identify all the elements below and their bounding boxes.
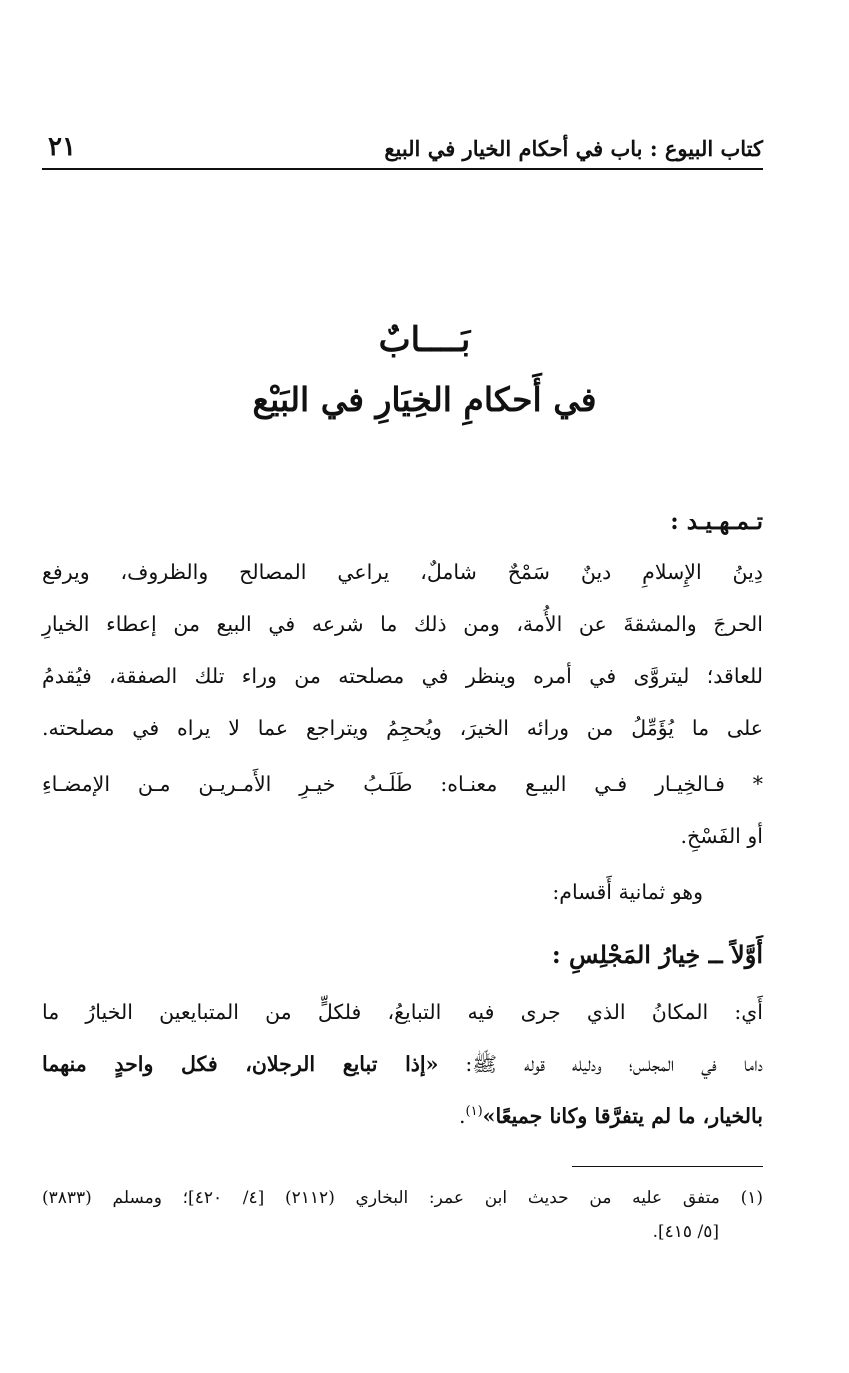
chapter-label: بَــــابٌ (378, 320, 471, 360)
line-2-text: داما في المجلس؛ ودليله قوله ﷺ: (438, 1052, 763, 1076)
page-number: ٢١ (48, 132, 76, 162)
footnote-reference: (١) (465, 1104, 483, 1120)
definition-line-1: * فـالخِيـار فـي البيـع معنـاه: طَلَـبُ خيـرِ الأَمـريـن مـن الإمضـاءِ (42, 772, 763, 796)
footnote-line-2: [٥/ ٤١٥]. (652, 1222, 719, 1242)
intro-line-2: الحرجَ والمشقةَ عن الأُمة، ومن ذلك ما شرعه في البيع من إعطاء الخيارِ (42, 612, 763, 636)
intro-heading: تـمـهـيـد : (670, 508, 763, 535)
section-one-heading: أَوَّلاً ــ خِيارُ المَجْلِسِ : (551, 940, 763, 969)
sentence-end: . (459, 1104, 466, 1128)
footnote-divider (572, 1166, 763, 1167)
hadith-quote-end: بالخيار، ما لم يتفرَّقا وكانا جميعًا» (482, 1104, 763, 1128)
intro-line-1: دِينُ الإِسلامِ دينٌ سَمْحٌ شاملٌ، يراعي المصالح والظروف، ويرفع (42, 560, 763, 584)
section-one-line-3 (459, 1104, 763, 1129)
intro-line-4: على ما يُؤَمِّلُ من ورائه الخيرَ، ويُحجِمُ ويتراجع عما لا يراه في مصلحته. (42, 716, 763, 740)
header-divider (42, 168, 763, 170)
section-one-line-2 (42, 1052, 763, 1077)
hadith-quote-start: «إذا تبايع الرجلان، فكل واحدٍ منهما (42, 1052, 439, 1076)
running-header (42, 132, 763, 170)
intro-line-3: للعاقد؛ ليتروَّى في أمره وينظر في مصلحته من وراء تلك الصفقة، فيُقدمُ (42, 664, 763, 688)
running-title: كتاب البيوع : باب في أحكام الخيار في البيع (384, 136, 763, 161)
chapter-title: في أَحكامِ الخِيَارِ في البَيْع (252, 380, 597, 419)
section-one-line-1: أَي: المكانُ الذي جرى فيه التبايعُ، فلكلٍّ من المتبايعين الخيارُ ما (42, 1000, 763, 1024)
footnote-line-1: (١) متفق عليه من حديث ابن عمر: البخاري (٢١١٢) [٤/ ٤٢٠]؛ ومسلم (٣٨٣٣) (42, 1188, 763, 1208)
definition-line-2: أو الفَسْخِ. (680, 824, 763, 848)
types-intro: وهو ثمانية أَقسام: (552, 880, 703, 904)
